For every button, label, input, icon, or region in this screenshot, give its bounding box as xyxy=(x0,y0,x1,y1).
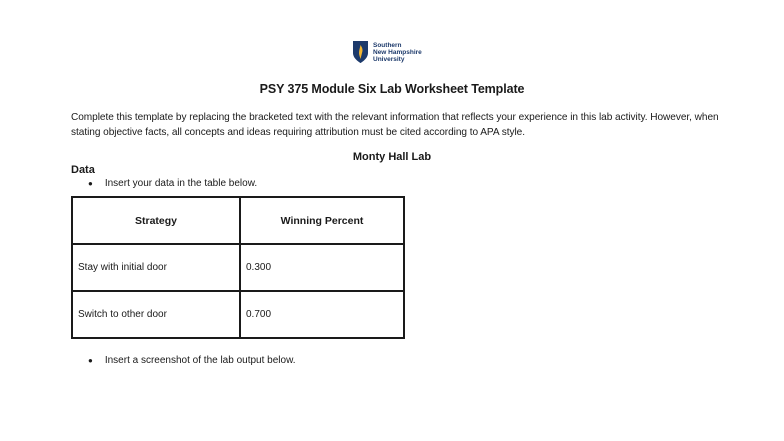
bullet-text: Insert a screenshot of the lab output below. xyxy=(104,355,296,366)
bullet-dot-icon: ● xyxy=(88,356,93,365)
table-row xyxy=(72,244,404,291)
intro-paragraph: Complete this template by replacing the bracketed text with the relevant information that reflects your experience in this lab activity. However, when stating objective facts, all concepts and ideas requiring attribution must be cited according to APA style. xyxy=(71,112,719,138)
bullet-dot-icon: ● xyxy=(88,179,93,188)
cell-strategy: Switch to other door xyxy=(72,291,240,338)
cell-strategy: Stay with initial door xyxy=(72,244,240,291)
bullet-text: Insert your data in the table below. xyxy=(104,178,258,189)
bullet-insert-screenshot xyxy=(88,355,296,366)
table-row xyxy=(72,291,404,338)
document-title: PSY 375 Module Six Lab Worksheet Template xyxy=(259,82,525,96)
data-table xyxy=(71,196,405,339)
snhu-logo xyxy=(352,40,422,64)
lab-subtitle: Monty Hall Lab xyxy=(352,151,432,163)
shield-flame-icon xyxy=(352,40,369,64)
cell-winning-percent: 0.700 xyxy=(240,291,404,338)
logo-line-2: New Hampshire xyxy=(373,48,422,56)
table-header-row xyxy=(72,197,404,244)
header-winning-percent: Winning Percent xyxy=(240,197,404,244)
logo-line-1: Southern xyxy=(373,41,402,49)
header-strategy: Strategy xyxy=(72,197,240,244)
logo-line-3: University xyxy=(373,55,405,63)
bullet-insert-data xyxy=(88,178,257,189)
section-heading-data: Data xyxy=(71,164,95,176)
logo-wordmark xyxy=(373,42,422,63)
cell-winning-percent: 0.300 xyxy=(240,244,404,291)
